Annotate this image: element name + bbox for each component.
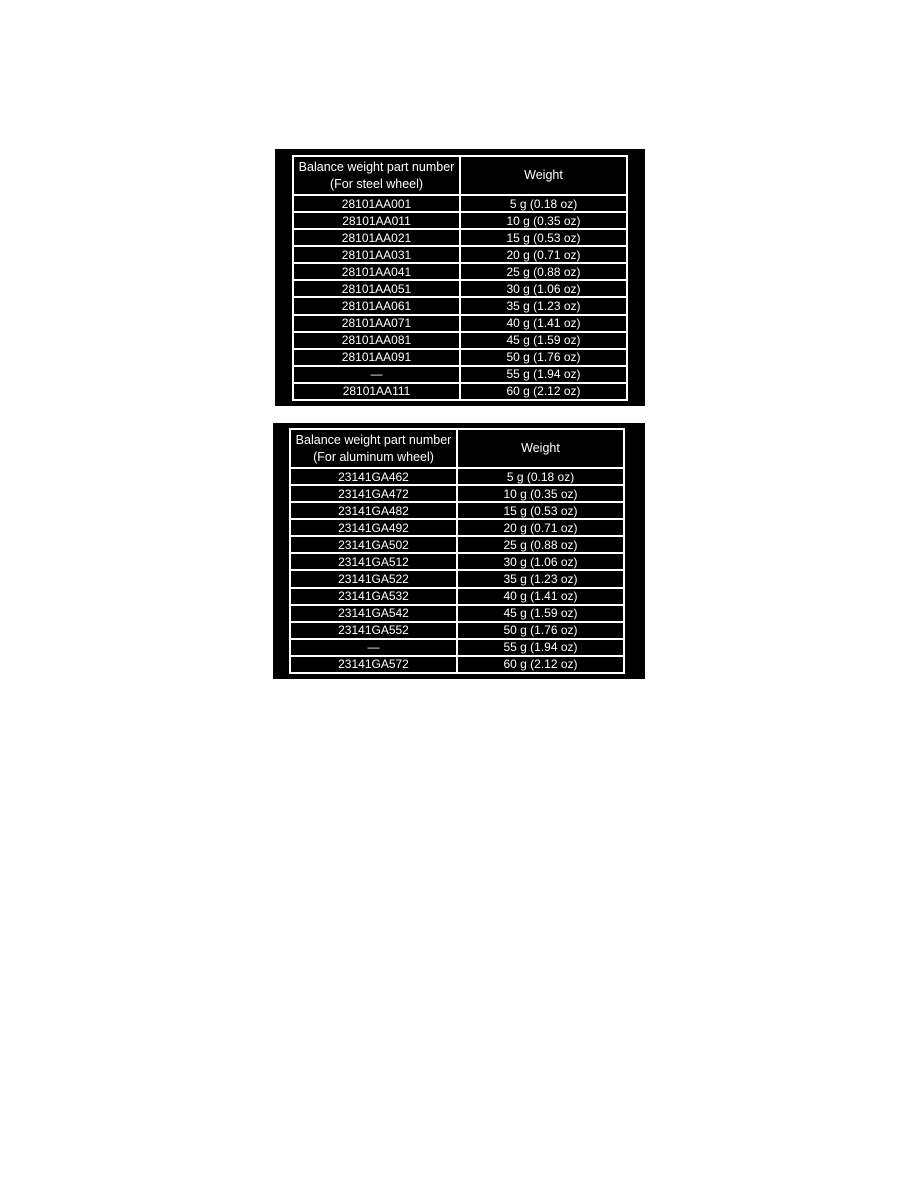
weight-column-header: Weight [460,156,627,195]
weight-cell: 5 g (0.18 oz) [460,195,627,212]
table-row [290,622,624,639]
part-number-cell: 23141GA572 [290,656,457,673]
table-row [293,195,627,212]
part-number-cell: 23141GA522 [290,570,457,587]
part-number-header-line: Balance weight part number [295,432,452,447]
part-number-cell: 23141GA462 [290,468,457,485]
part-number-cell: 23141GA552 [290,622,457,639]
part-number-cell: 23141GA532 [290,588,457,605]
table-row [290,485,624,502]
table-row [290,639,624,656]
table-row [293,297,627,314]
weight-cell: 55 g (1.94 oz) [457,639,624,656]
weight-cell: 45 g (1.59 oz) [457,605,624,622]
weight-cell: 50 g (1.76 oz) [457,622,624,639]
steel-wheel-weight-table-image [275,149,645,406]
part-number-cell: 28101AA091 [293,349,460,366]
table-row [290,570,624,587]
aluminum-wheel-weight-table [289,428,625,674]
wheel-type-header-line: (For aluminum wheel) [313,449,434,464]
weight-cell: 25 g (0.88 oz) [460,263,627,280]
part-number-cell: 23141GA512 [290,553,457,570]
part-number-cell: 28101AA011 [293,212,460,229]
wheel-type-header-line: (For steel wheel) [329,176,424,191]
part-number-cell: 28101AA111 [293,383,460,400]
weight-cell: 25 g (0.88 oz) [457,536,624,553]
table-row [293,280,627,297]
part-number-cell: 28101AA061 [293,297,460,314]
weight-cell: 20 g (0.71 oz) [457,519,624,536]
weight-cell: 35 g (1.23 oz) [457,570,624,587]
table-header-row [293,156,627,195]
weight-cell: 40 g (1.41 oz) [460,315,627,332]
weight-column-header: Weight [457,429,624,468]
weight-cell: 40 g (1.41 oz) [457,588,624,605]
table-row [290,588,624,605]
part-number-cell: 23141GA482 [290,502,457,519]
part-number-cell: 28101AA001 [293,195,460,212]
table-row [290,536,624,553]
weight-cell: 30 g (1.06 oz) [460,280,627,297]
part-number-cell: 28101AA031 [293,246,460,263]
table-body [290,468,624,673]
part-number-cell: 28101AA041 [293,263,460,280]
part-number-cell: 28101AA081 [293,332,460,349]
weight-cell: 15 g (0.53 oz) [460,229,627,246]
table-row [290,502,624,519]
part-number-cell: 23141GA502 [290,536,457,553]
weight-cell: 20 g (0.71 oz) [460,246,627,263]
part-number-cell: 28101AA021 [293,229,460,246]
table-header-row [290,429,624,468]
part-number-cell: 23141GA472 [290,485,457,502]
part-number-cell: 23141GA542 [290,605,457,622]
table-row [293,383,627,400]
part-number-cell: — [293,366,460,383]
weight-cell: 60 g (2.12 oz) [457,656,624,673]
table-row [290,468,624,485]
weight-cell: 55 g (1.94 oz) [460,366,627,383]
weight-cell: 30 g (1.06 oz) [457,553,624,570]
table-row [293,315,627,332]
weight-cell: 45 g (1.59 oz) [460,332,627,349]
part-number-column-header [290,429,457,468]
table-row [290,605,624,622]
table-row [293,246,627,263]
weight-cell: 10 g (0.35 oz) [460,212,627,229]
weight-cell: 15 g (0.53 oz) [457,502,624,519]
steel-wheel-weight-table [292,155,628,401]
weight-cell: 35 g (1.23 oz) [460,297,627,314]
table-row [293,332,627,349]
table-row [293,212,627,229]
aluminum-wheel-weight-table-image [273,423,645,679]
weight-cell: 10 g (0.35 oz) [457,485,624,502]
part-number-header-line: Balance weight part number [298,159,455,174]
table-row [290,553,624,570]
part-number-cell: 28101AA071 [293,315,460,332]
weight-cell: 60 g (2.12 oz) [460,383,627,400]
weight-cell: 50 g (1.76 oz) [460,349,627,366]
table-row [293,229,627,246]
table-row [290,656,624,673]
table-body [293,195,627,400]
table-row [293,349,627,366]
part-number-cell: — [290,639,457,656]
weight-cell: 5 g (0.18 oz) [457,468,624,485]
table-row [293,366,627,383]
part-number-column-header [293,156,460,195]
part-number-cell: 28101AA051 [293,280,460,297]
table-row [290,519,624,536]
table-row [293,263,627,280]
part-number-cell: 23141GA492 [290,519,457,536]
